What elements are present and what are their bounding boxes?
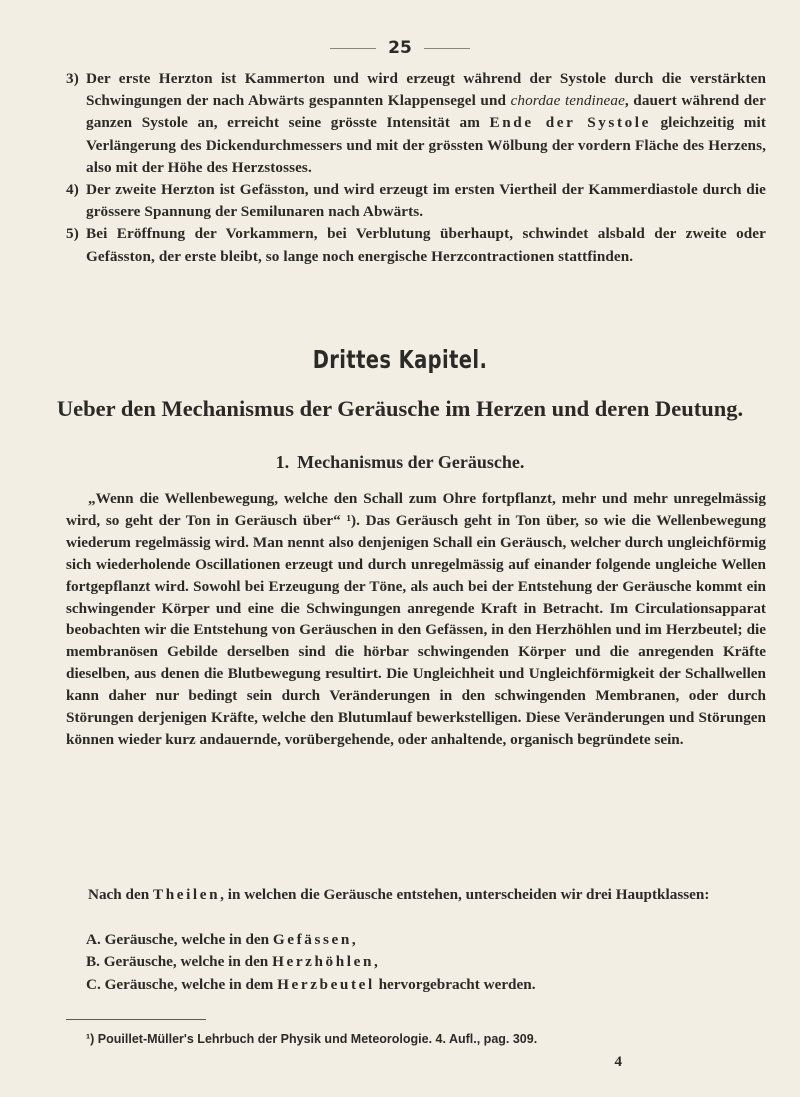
emphasized-term: Ende der Systole	[489, 114, 651, 132]
paragraph-text: , in welchen die Geräusche entstehen, unterscheiden wir drei Hauptklassen:	[220, 886, 710, 903]
footnote-rule	[66, 1019, 206, 1020]
list-item-number: 4)	[66, 181, 79, 199]
class-letter: B.	[86, 953, 100, 971]
class-item-c	[86, 974, 726, 996]
item-text: gleichzeitig mit Verlängerung des Dickendurchmessers und mit der grössten Wölbung der vordern Fläche des Herzens, also mit der Höhe des Herzstosses.	[86, 114, 766, 176]
list-item-number: 5)	[66, 225, 79, 243]
header-rule-left	[330, 48, 376, 49]
item-text: Der zweite Herzton ist Gefässton, und wird erzeugt im ersten Viertheil der Kammerdiastole durch die grössere Spannung der Semilunaren nach Abwärts.	[86, 181, 766, 221]
class-text: ,	[374, 953, 378, 971]
class-text: hervorgebracht werden.	[374, 975, 536, 993]
class-item-b	[86, 951, 726, 973]
class-letter: A.	[86, 931, 101, 948]
list-item-5	[66, 223, 766, 267]
paragraph-1: „Wenn die Wellenbewegung, welche den Schall zum Ohre fortpflanzt, mehr und mehr unregelmässig wird, so geht der Ton in Geräusch über“ ¹). Das Geräusch geht in Ton über, so wie die Wellenbewegung wiederum regelmässig wird. Man nennt also denjenigen Schall ein Geräusch, welcher durch ungleichförmig sich wiederholende Oscillationen erzeugt und durch unregelmässig auf einander folgende ungleiche Wellen fortgepflanzt wird. Sowohl bei Erzeugung der Töne, als auch bei der Entstehung der Geräusche kommt ein schwingender Körper und eine die Schwingungen anregende Kraft in Betracht. Im Circulationsapparat beobachten wir die Entstehung von Geräuschen in den Gefässen, in den Herzhöhlen und im Herzbeutel; die membranösen Gebilde derselben sind die hörbar schwingenden Körper und die anregenden Kräfte dieselben, aus denen die Blutbewegung resultirt. Die Ungleichheit und Ungleichförmigkeit der Schallwellen kann daher nur bedingt sein durch Veränderungen in den schwingenden Membranen, oder durch Störungen derjenigen Kräfte, welche den Blutumlauf bewerkstelligen. Diese Veränderungen und Störungen können wieder kurz andauernde, vorübergehende, oder anhaltende, organisch begründete sein.	[66, 490, 766, 748]
page-number: 25	[388, 38, 412, 58]
item-text: , dauert während der ganzen Systole an, erreicht seine grösste Intensität am	[86, 92, 766, 132]
paragraph-2	[66, 884, 766, 906]
subsection-title	[0, 452, 800, 473]
item-text: Der erste Herzton ist Kammerton und wird erzeugt während der Systole durch die verstärkten Schwingungen der nach Abwärts gespannten Klappensegel und	[86, 70, 766, 110]
class-item-a	[86, 929, 726, 951]
class-text: Geräusche, welche in dem	[104, 975, 278, 993]
list-item-4	[66, 179, 766, 223]
emphasized-term: Gefässen	[272, 931, 352, 948]
footnote: ¹) Pouillet-Müller's Lehrbuch der Physik und Meteorologie. 4. Aufl., pag. 309.	[86, 1032, 538, 1046]
emphasized-term: Herzbeutel	[277, 975, 375, 993]
header-rule-right	[424, 48, 470, 49]
paragraph-text: Nach den	[88, 886, 153, 903]
chapter-heading: Drittes Kapitel.	[312, 345, 488, 374]
numbered-list	[66, 68, 766, 268]
class-list	[86, 929, 726, 996]
subsection-number: 1.	[275, 452, 290, 472]
class-text: ,	[351, 931, 356, 948]
item-text: Bei Eröffnung der Vorkammern, bei Verblutung überhaupt, schwindet alsbald der zweite oder Gefässton, der erste bleibt, so lange noch energische Herzcontractionen stattfinden.	[86, 225, 766, 265]
emphasized-term: Theilen	[152, 886, 221, 903]
subsection-text: Mechanismus der Geräusche.	[297, 452, 525, 472]
emphasized-term: Herzhöhlen	[272, 953, 374, 971]
class-text: Geräusche, welche in den	[104, 931, 273, 948]
page-header	[0, 38, 800, 58]
class-text: Geräusche, welche in den	[103, 953, 273, 971]
class-letter: C.	[86, 975, 101, 993]
signature-mark: 4	[614, 1054, 622, 1070]
list-item-number: 3)	[66, 70, 79, 87]
section-title: Ueber den Mechanismus der Geräusche im Herzen und deren Deutung.	[56, 396, 744, 421]
italic-term: chordae tendineae	[510, 92, 625, 110]
list-item-3	[66, 68, 766, 179]
